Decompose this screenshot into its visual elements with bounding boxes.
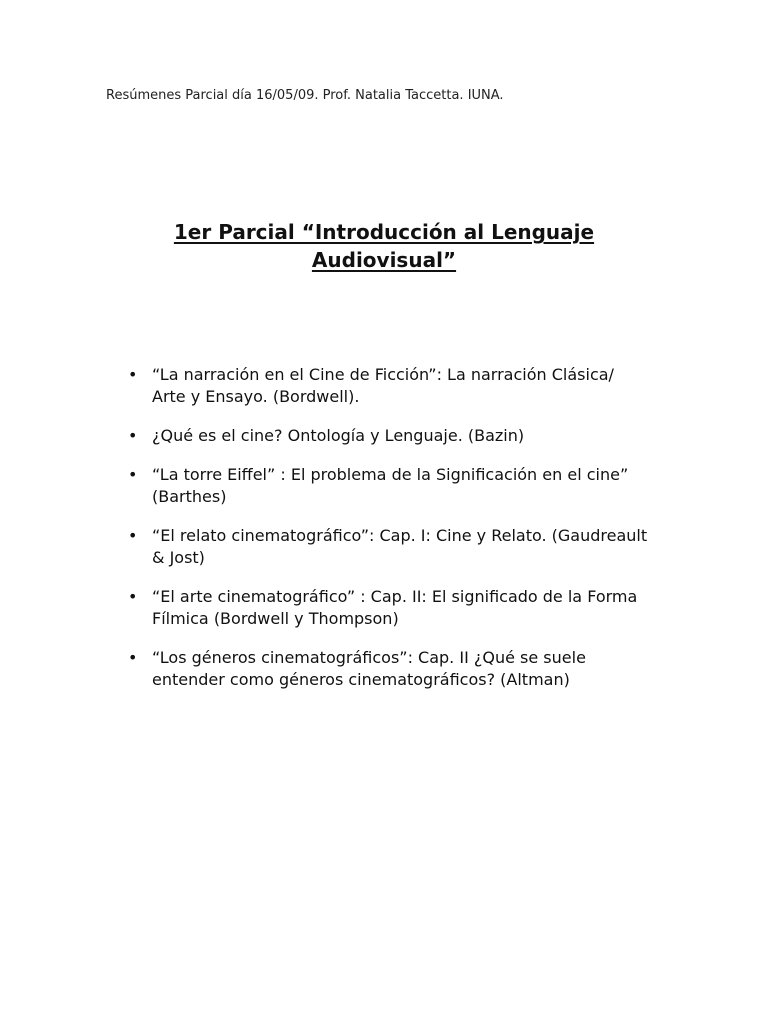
bullet-icon: • [128, 526, 138, 545]
list-item [128, 425, 648, 447]
list-item [128, 525, 648, 569]
document-header: Resúmenes Parcial día 16/05/09. Prof. Natalia Taccetta. IUNA. [106, 88, 504, 103]
bullet-icon: • [128, 365, 138, 384]
list-item-text: “El arte cinematográfico” : Cap. II: El significado de la Forma Fílmica (Bordwell y Thompson) [152, 587, 638, 628]
bullet-icon: • [128, 648, 138, 667]
list-item [128, 364, 648, 408]
list-item-text: “La torre Eiffel” : El problema de la Significación en el cine” (Barthes) [152, 465, 629, 506]
title-line-1: 1er Parcial “Introducción al Lenguaje [173, 220, 595, 244]
bullet-icon: • [128, 426, 138, 445]
list-item-text: “El relato cinematográfico”: Cap. I: Cine y Relato. (Gaudreault & Jost) [152, 526, 648, 567]
title-line-2: Audiovisual” [311, 248, 457, 272]
bullet-icon: • [128, 587, 138, 606]
list-item-text: “La narración en el Cine de Ficción”: La narración Clásica/ Arte y Ensayo. (Bordwell). [152, 365, 614, 406]
list-item [128, 586, 648, 630]
reading-list [128, 364, 648, 708]
list-item [128, 647, 648, 691]
list-item [128, 464, 648, 508]
list-item-text: “Los géneros cinematográficos”: Cap. II ¿Qué se suele entender como géneros cinematográficos? (Altman) [152, 648, 586, 689]
list-item-text: ¿Qué es el cine? Ontología y Lenguaje. (Bazin) [152, 426, 525, 445]
document-title [0, 218, 768, 274]
bullet-icon: • [128, 465, 138, 484]
